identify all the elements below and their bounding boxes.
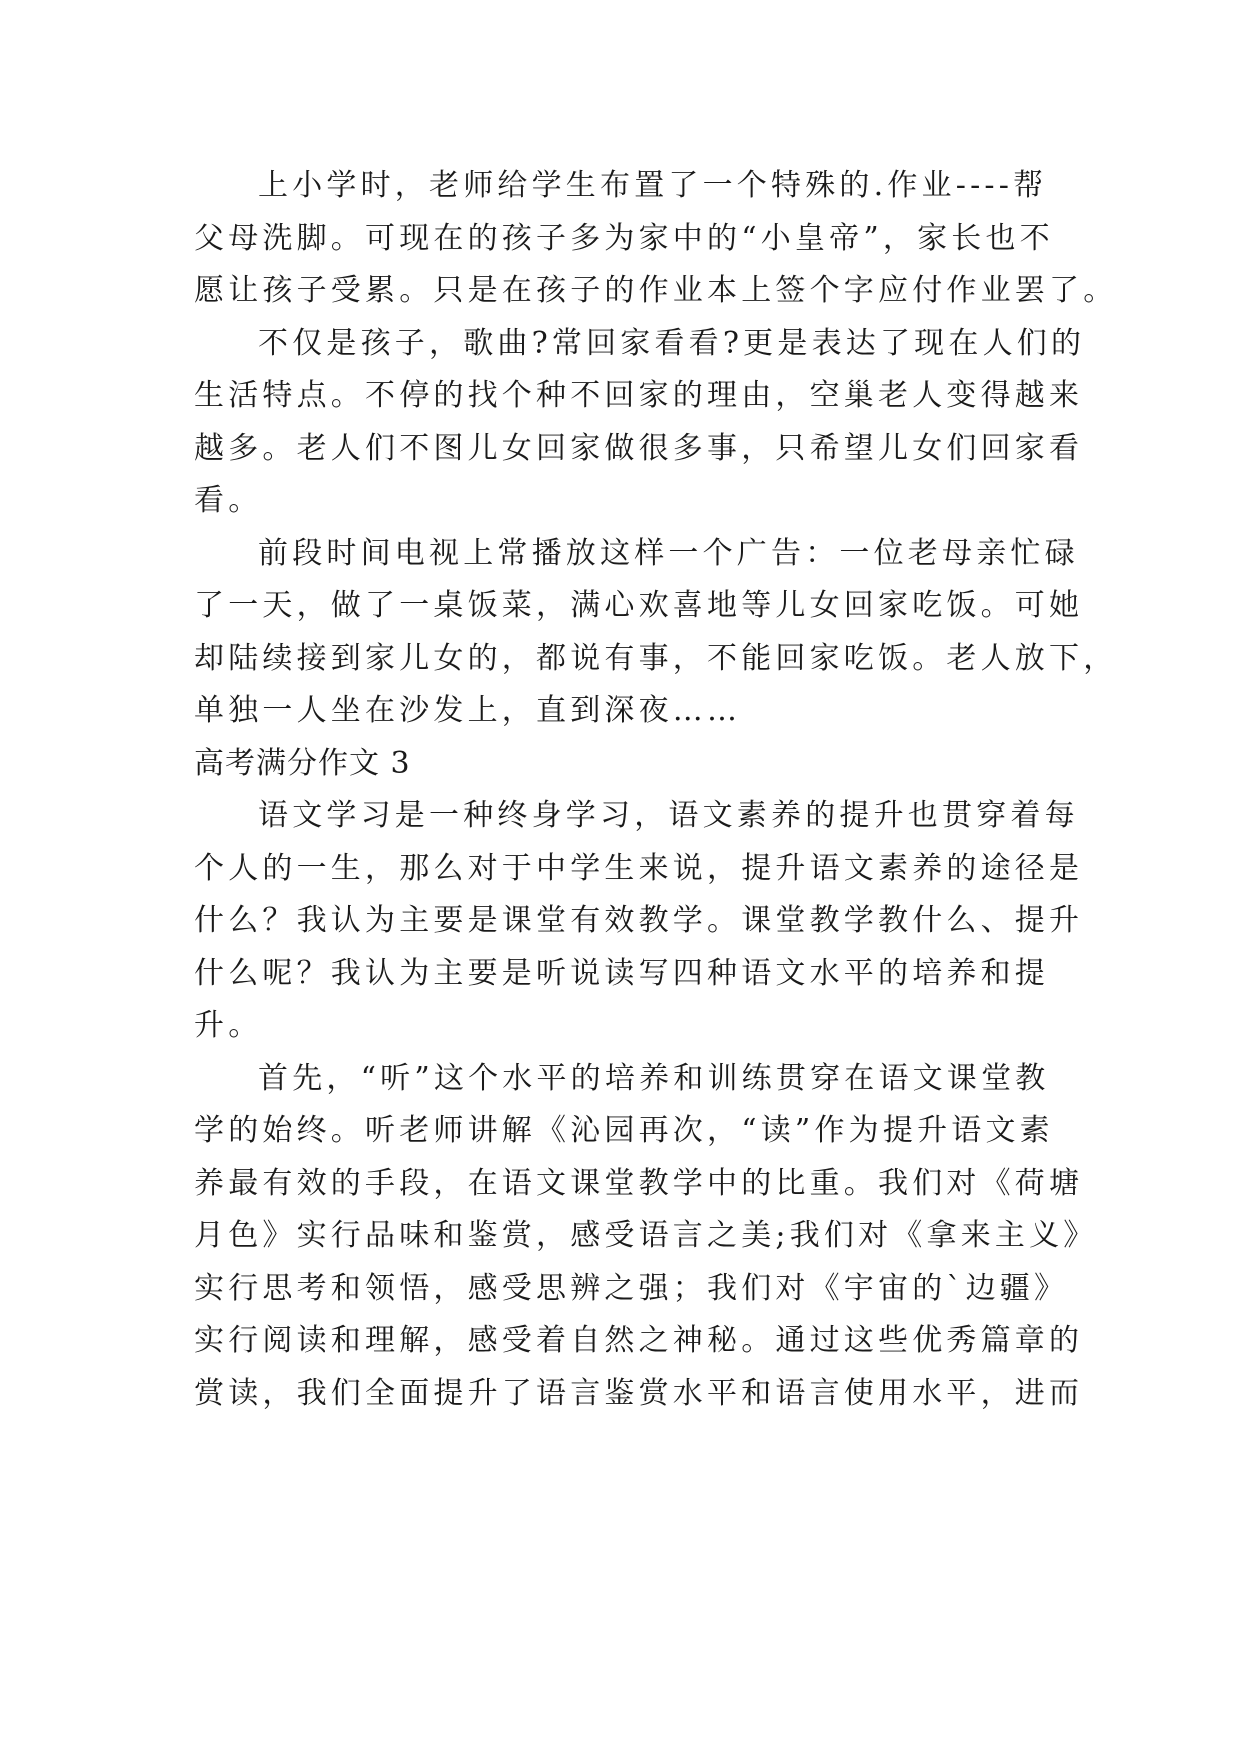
document-body — [194, 160, 1118, 1420]
text-line: 月色》实行品味和鉴赏，感受语言之美;我们对《拿来主义》 — [194, 1218, 1098, 1253]
text-line: 升。 — [194, 1008, 263, 1043]
text-line: 语文学习是一种终身学习，语文素养的提升也贯穿着每 — [258, 798, 1079, 833]
text-line: 单独一人坐在沙发上，直到深夜…… — [194, 693, 742, 728]
text-line: 了一天，做了一桌饭菜，满心欢喜地等儿女回家吃饭。可她 — [194, 588, 1084, 623]
text-line: 前段时间电视上常播放这样一个广告：一位老母亲忙碌 — [258, 535, 1079, 571]
text-line: 养最有效的手段，在语文课堂教学中的比重。我们对《荷塘 — [194, 1165, 1084, 1201]
text-line: 实行阅读和理解，感受着自然之神秘。通过这些优秀篇章的 — [194, 1323, 1084, 1358]
text-line: 生活特点。不停的找个种不回家的理由，空巢老人变得越来 — [194, 378, 1084, 413]
text-line: 赏读，我们全面提升了语言鉴赏水平和语言使用水平，进而 — [194, 1375, 1084, 1411]
text-line: 学的始终。听老师讲解《沁园再次，“读”作为提升语文素 — [194, 1113, 1054, 1148]
text-line: 父母洗脚。可现在的孩子多为家中的“小皇帝”，家长也不 — [194, 220, 1054, 256]
text-line: 愿让孩子受累。只是在孩子的作业本上签个字应付作业罢了。 — [194, 273, 1118, 308]
text-line: 个人的一生，那么对于中学生来说，提升语文素养的途径是 — [194, 850, 1084, 886]
text-line: 什么？我认为主要是课堂有效教学。课堂教学教什么、提升 — [194, 903, 1084, 938]
text-line: 上小学时，老师给学生布置了一个特殊的.作业----帮 — [258, 168, 1048, 203]
text-line: 却陆续接到家儿女的，都说有事，不能回家吃饭。老人放下， — [194, 640, 1118, 676]
text-line: 不仅是孩子，歌曲?常回家看看?更是表达了现在人们的 — [258, 325, 1086, 361]
text-line: 越多。老人们不图儿女回家做很多事，只希望儿女们回家看 — [194, 430, 1084, 466]
text-line: 实行思考和领悟，感受思辨之强；我们对《宇宙的`边疆》 — [194, 1270, 1069, 1306]
section-heading: 高考满分作文 3 — [194, 745, 411, 781]
text-line: 首先，“听”这个水平的培养和训练贯穿在语文课堂教 — [258, 1060, 1050, 1096]
text-line: 什么呢？我认为主要是听说读写四种语文水平的培养和提 — [194, 955, 1049, 991]
text-line: 看。 — [194, 483, 263, 518]
